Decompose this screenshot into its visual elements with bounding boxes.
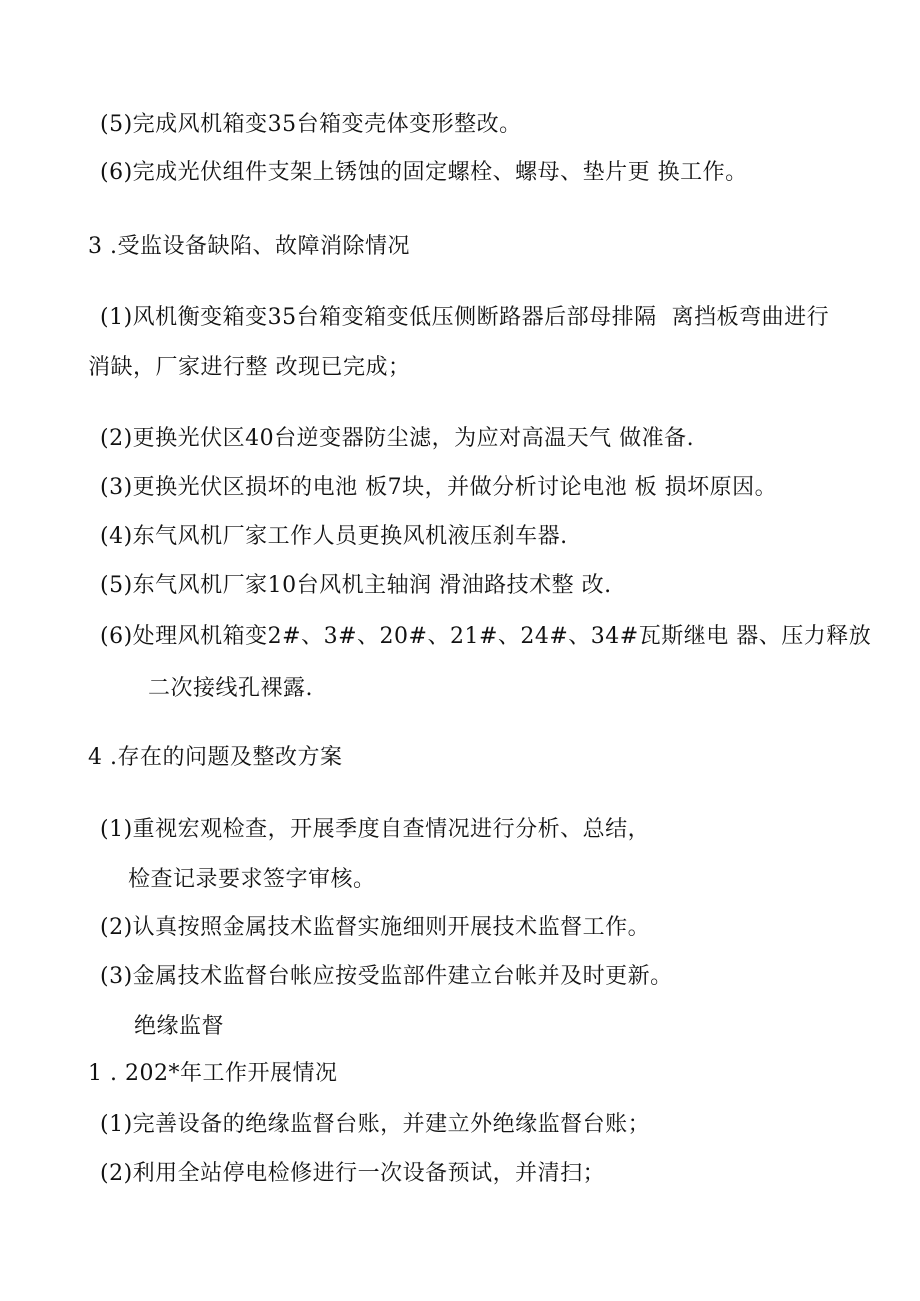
section-heading-3: 3 .受监设备缺陷、故障消除情况 [88, 234, 410, 259]
list-item-completed-6: (6)完成光伏组件支架上锈蚀的固定螺栓、螺母、垫片更 换工作。 [100, 160, 748, 185]
list-item-defect-6-continued: 二次接线孔裸露. [148, 676, 313, 701]
list-item-defect-1-continued: 消缺，厂家进行整 改现已完成； [88, 355, 411, 380]
list-item-defect-3: (3)更换光伏区损坏的电池 板7块，并做分析讨论电池 板 损坏原因。 [100, 475, 778, 500]
list-item-problem-2: (2)认真按照金属技术监督实施细则开展技术监督工作。 [100, 915, 651, 940]
list-item-defect-5: (5)东气风机厂家10台风机主轴润 滑油路技术整 改. [100, 573, 612, 598]
section-title-insulation: 绝缘监督 [134, 1014, 225, 1039]
list-item-problem-1-continued: 检查记录要求签字审核。 [128, 867, 376, 892]
list-item-problem-1: (1)重视宏观检查，开展季度自查情况进行分析、总结， [100, 817, 651, 842]
section-heading-4: 4 .存在的问题及整改方案 [88, 745, 343, 770]
list-item-insulation-1: (1)完善设备的绝缘监督台账，并建立外绝缘监督台账； [100, 1112, 651, 1137]
list-item-defect-6: (6)处理风机箱变2#、3#、20#、21#、24#、34#瓦斯继电 器、压力释放 [100, 624, 872, 649]
list-item-problem-3: (3)金属技术监督台帐应按受监部件建立台帐并及时更新。 [100, 964, 673, 989]
list-item-defect-2: (2)更换光伏区40台逆变器防尘滤，为应对高温天气 做准备. [100, 426, 695, 451]
list-item-completed-5: (5)完成风机箱变35台箱变壳体变形整改。 [100, 112, 522, 137]
list-item-defect-4: (4)东气风机厂家工作人员更换风机液压刹车器. [100, 524, 568, 549]
list-item-insulation-2: (2)利用全站停电检修进行一次设备预试，并清扫； [100, 1161, 606, 1186]
list-item-defect-1: (1)风机衡变箱变35台箱变箱变低压侧断路器后部母排隔 离挡板弯曲进行 [100, 305, 830, 330]
section-heading-1: 1 . 202*年工作开展情况 [88, 1061, 338, 1086]
